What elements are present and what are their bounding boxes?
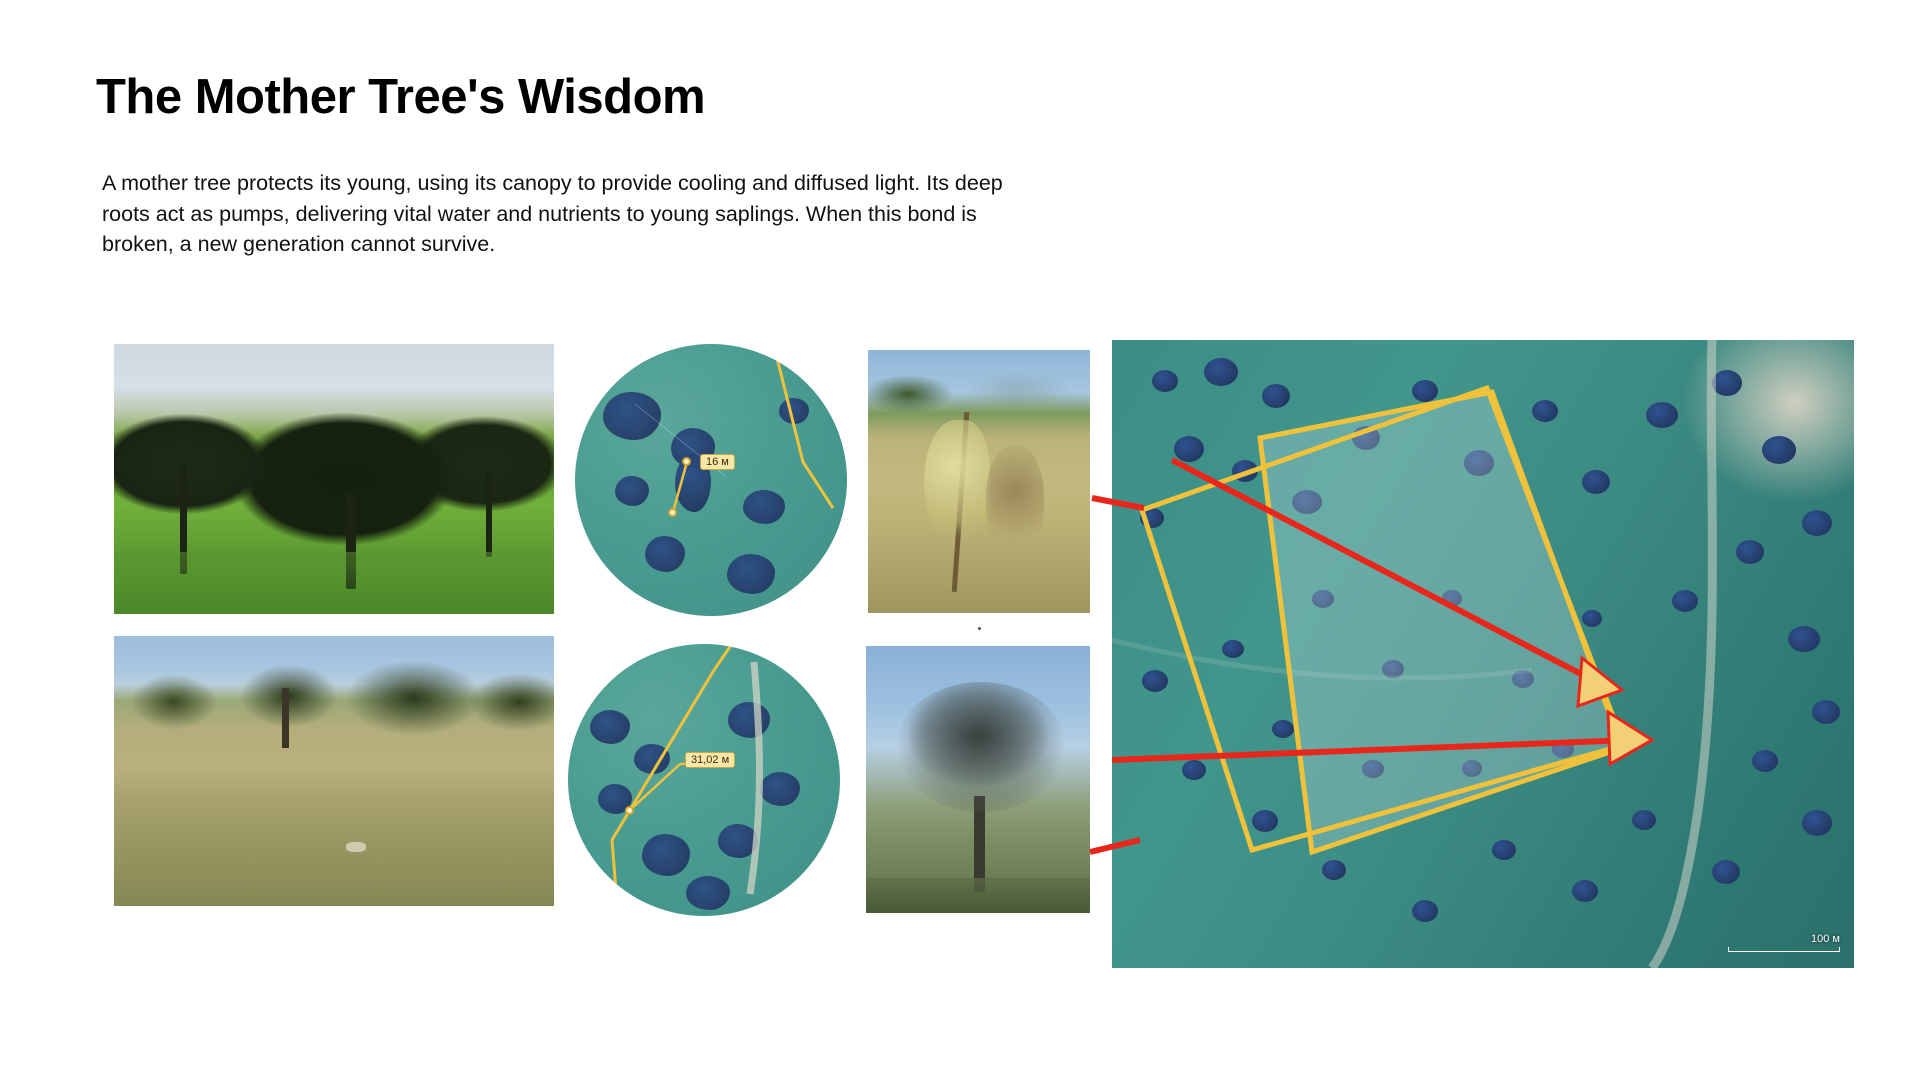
tree-trunk [282,688,289,748]
sapling-branches [986,446,1044,556]
photo-bare-oak [866,646,1090,913]
dry-grass-foreground [114,786,554,906]
survey-plot [1260,392,1622,852]
measure-point[interactable] [682,457,691,466]
decorative-dot [978,627,981,630]
tree-trunk [486,472,492,557]
measure-point[interactable] [668,508,677,517]
map-scale [1728,933,1840,952]
photo-oak-meadow [114,344,554,614]
map-scale-label: 100 м [1811,933,1840,945]
measurement-label: 16 м [700,454,735,470]
bare-canopy [896,682,1066,812]
photo-dry-hillside [114,636,554,906]
arrow-head [1608,712,1652,764]
page-title: The Mother Tree's Wisdom [96,70,706,124]
map-scale-bar [1728,947,1840,952]
plot-polygon-overlay [1112,340,1854,968]
arrow-head [1578,658,1622,706]
sapling-foliage [924,420,990,550]
measurement-overlay [575,344,847,616]
map-circle-16m[interactable] [575,344,847,616]
photo-sapling [868,350,1090,613]
ground [866,878,1090,913]
meadow-foreground [114,552,554,614]
rock [346,842,366,852]
page-body-text: A mother tree protects its young, using its canopy to provide cooling and diffused light. Its deep roots act as pumps, delivering vital water and nutrients to young saplings. When this bond is broken, a new generation cannot survive. [102,171,1003,257]
aerial-map[interactable] [1112,340,1854,968]
measurement-overlay [568,644,840,916]
measure-point[interactable] [625,806,634,815]
measurement-label: 31,02 м [685,752,735,768]
map-circle-31m[interactable] [568,644,840,916]
